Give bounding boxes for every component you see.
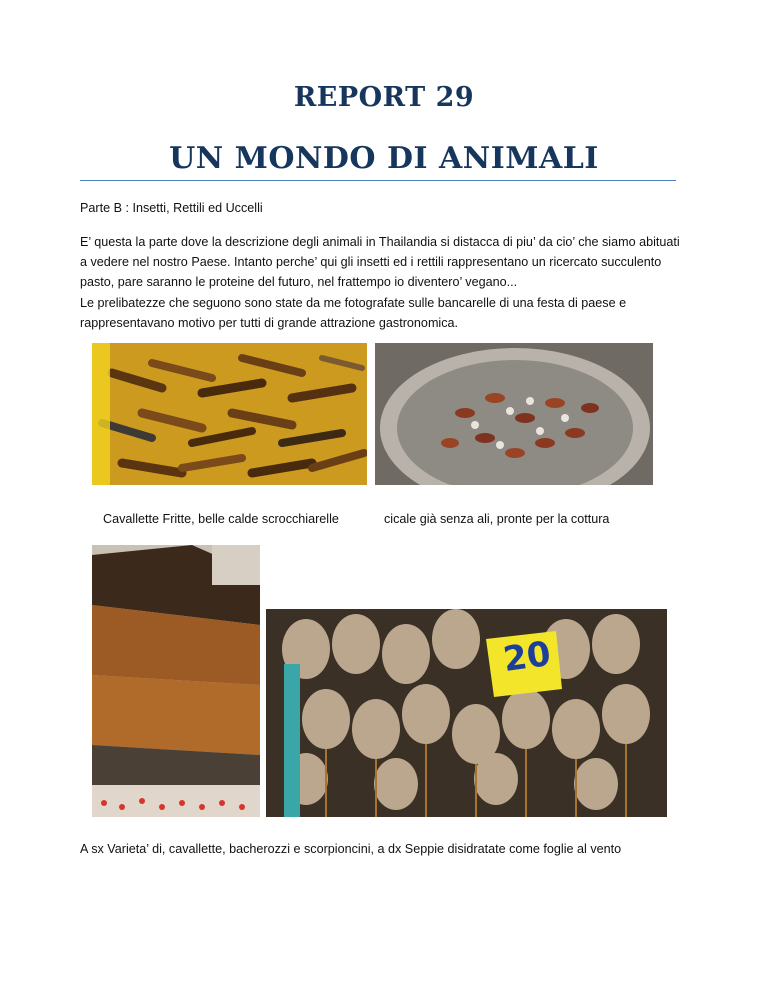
caption-cicadas: cicale già senza ali, pronte per la cottura bbox=[384, 512, 610, 526]
insect-variety-photo bbox=[92, 545, 260, 817]
fried-grasshoppers-photo bbox=[92, 343, 367, 485]
title-divider bbox=[80, 180, 676, 181]
page-subtitle: UN MONDO DI ANIMALI bbox=[169, 141, 599, 176]
cicadas-pot-photo bbox=[375, 343, 653, 485]
intro-paragraph: E’ questa la parte dove la descrizione degli animali in Thailandia si distacca di piu’ da cio’ che siamo abituati a vedere nel nostro Paese. Intanto perche’ qui gli insetti ed i rettili rappresentano un ricercato succulento pasto, pare saranno le proteine del futuro, nel frattempo io diventero’ vegano... bbox=[80, 235, 680, 289]
section-heading: Parte B : Insetti, Rettili ed Uccelli bbox=[80, 201, 263, 215]
price-sign: 20 bbox=[500, 633, 554, 681]
dried-squid-photo bbox=[266, 609, 667, 817]
page-title: REPORT 29 bbox=[293, 82, 475, 113]
caption-grasshoppers: Cavallette Fritte, belle calde scrocchiarelle bbox=[103, 512, 339, 526]
second-paragraph: Le prelibatezze che seguono sono state da me fotografate sulle bancarelle di una festa di paese e rappresentavano motivo per tutti di grande attrazione gastronomica. bbox=[80, 296, 627, 330]
caption-bottom: A sx Varieta’ di, cavallette, bacherozzi e scorpioncini, a dx Seppie disidratate come foglie al vento bbox=[80, 842, 622, 856]
